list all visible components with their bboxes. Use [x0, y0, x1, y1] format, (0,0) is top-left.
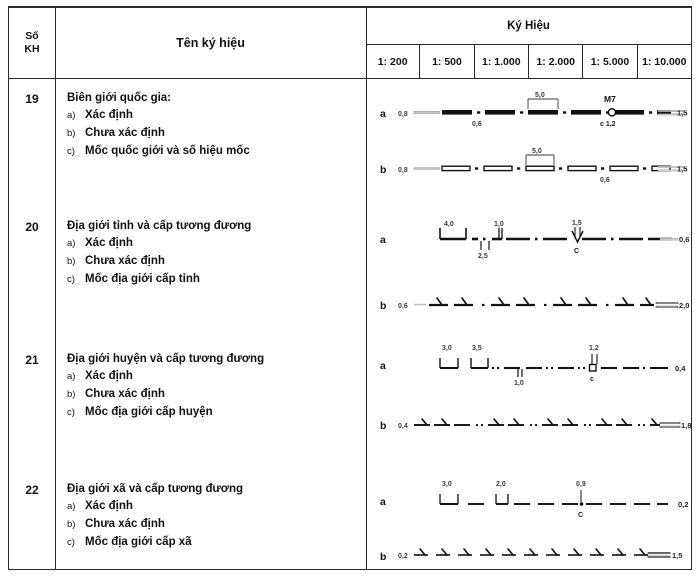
list-item	[67, 145, 366, 157]
symbol-drawing-20b	[396, 278, 692, 330]
marker-sub: C	[574, 248, 580, 255]
sub-label: Mốc địa giới cấp xã	[85, 536, 192, 548]
marker-sub: C	[578, 512, 584, 519]
measure-trail: 1,5	[677, 108, 688, 118]
symbol-variant-a	[366, 86, 691, 138]
measure-trail: 1,5	[677, 164, 688, 174]
symbol-drawing-19b	[396, 142, 692, 194]
symbol-variant-label: a	[380, 234, 386, 246]
row-kh-number: 20	[25, 220, 39, 234]
symbol-variant-a	[366, 474, 691, 526]
symbol-variant-b	[366, 398, 691, 450]
header-scale-1-10000: 1: 10.000	[642, 55, 687, 68]
measure-dot-size: 0,9	[576, 481, 586, 488]
header-scale-1-5000: 1: 5.000	[583, 45, 637, 78]
symbol-drawing-21a	[396, 338, 692, 390]
list-item	[67, 536, 366, 548]
measure-width: 0,6	[600, 177, 610, 184]
sub-mark: c)	[67, 407, 75, 418]
measure-lead: 0,6	[398, 303, 408, 310]
row-name-cell	[55, 353, 366, 424]
sub-label: Xác định	[85, 237, 133, 249]
measure-width: 0,6	[472, 121, 482, 128]
measure-trail: 1,8	[681, 421, 692, 430]
symbol-variant-label: a	[380, 108, 386, 120]
list-item	[67, 127, 366, 139]
symbol-drawing-21b	[396, 398, 692, 450]
header-scale-row	[366, 44, 691, 78]
header-scale-1-500: 1: 500	[420, 45, 474, 78]
symbol-variant-label: a	[380, 360, 386, 372]
measure-gap: 1,0	[494, 221, 504, 228]
measure-trail: 0,4	[675, 364, 686, 373]
measure-dot-gap: 2,5	[478, 253, 488, 260]
sub-label: Chưa xác định	[85, 388, 165, 400]
list-item	[67, 237, 366, 249]
symbol-drawing-22a	[396, 474, 692, 526]
symbol-variant-label: b	[380, 420, 387, 432]
measure-dash-length: 3,0	[442, 481, 452, 488]
symbol-variant-label: a	[380, 496, 386, 508]
row-name-cell	[55, 92, 366, 163]
sub-label: Xác định	[85, 109, 133, 121]
measure-lead: 0,8	[398, 111, 408, 118]
header-kh-line2: KH	[24, 43, 40, 55]
symbol-variant-b	[366, 278, 691, 330]
row-title: Biên giới quốc gia:	[67, 92, 172, 104]
symbol-variant-b	[366, 529, 691, 581]
symbol-variant-label: b	[380, 551, 387, 563]
measure-lead: 0,2	[398, 553, 408, 560]
sub-label: Chưa xác định	[85, 127, 165, 139]
symbol-variant-label: b	[380, 300, 387, 312]
sub-mark: a)	[67, 501, 76, 512]
sub-mark: b)	[67, 389, 76, 400]
marker-sub: c	[590, 376, 594, 383]
sub-mark: a)	[67, 238, 76, 249]
measure-dot-size: 1,0	[514, 380, 524, 387]
measure-span: 5,0	[532, 148, 542, 155]
measure-lead: 0,4	[398, 423, 408, 430]
sub-mark: a)	[67, 371, 76, 382]
list-item	[67, 109, 366, 121]
sub-mark: b)	[67, 519, 76, 530]
measure-dash-gap: 3,5	[472, 345, 482, 352]
symbol-drawing-20a	[396, 212, 692, 264]
row-title: Địa giới xã và cấp tương đương	[67, 483, 244, 495]
header-cell-kh	[9, 8, 55, 78]
row-sub-list	[67, 109, 366, 157]
marker-sub: c 1,2	[600, 121, 616, 128]
sub-label: Chưa xác định	[85, 255, 165, 267]
sub-mark: b)	[67, 128, 76, 139]
measure-lead: 0,8	[398, 167, 408, 174]
sub-mark: c)	[67, 274, 75, 285]
row-name-cell	[55, 483, 366, 554]
specification-table	[8, 6, 692, 570]
sub-mark: c)	[67, 537, 75, 548]
symbol-drawing-19a	[396, 86, 692, 138]
sub-label: Xác định	[85, 370, 133, 382]
row-title: Địa giới tỉnh và cấp tương đương	[67, 220, 252, 232]
row-title: Địa giới huyện và cấp tương đương	[67, 353, 265, 365]
sub-label: Mốc địa giới cấp tỉnh	[85, 273, 200, 285]
list-item	[67, 273, 366, 285]
symbol-variant-a	[366, 212, 691, 264]
sub-label: Xác định	[85, 500, 133, 512]
row-sub-list	[67, 500, 366, 548]
list-item	[67, 255, 366, 267]
header-kh-line1: Số	[25, 29, 39, 42]
row-kh-number: 22	[25, 483, 39, 497]
header-cell-symbol-title: Ký Hiệu	[507, 20, 550, 32]
measure-dash-length: 3,0	[442, 345, 452, 352]
header-scale-1-2000: 1: 2.000	[529, 45, 583, 78]
measure-dash-length: 4,0	[444, 221, 454, 228]
sub-label: Mốc quốc giới và số hiệu mốc	[85, 145, 250, 157]
marker-name: M7	[604, 94, 616, 104]
list-item	[67, 406, 366, 418]
symbol-variant-b	[366, 142, 691, 194]
list-item	[67, 500, 366, 512]
header-scale-1-200: 1: 200	[366, 45, 420, 78]
measure-trail: 0,6	[679, 235, 690, 244]
header-cell-name: Tên ký hiệu	[176, 36, 245, 50]
row-sub-list	[67, 370, 366, 418]
row-kh-number: 19	[25, 92, 39, 106]
list-item	[67, 518, 366, 530]
row-name-cell	[55, 220, 366, 291]
sub-mark: c)	[67, 146, 75, 157]
symbol-drawing-22b	[396, 529, 692, 581]
measure-span: 5,0	[535, 92, 545, 99]
measure-trail: 2,0	[679, 301, 690, 310]
measure-trail: 1,5	[672, 551, 683, 560]
header-scale-1-1000: 1: 1.000	[475, 45, 529, 78]
row-kh-number: 21	[25, 353, 39, 367]
measure-gap: 2,0	[496, 481, 506, 488]
sub-mark: b)	[67, 256, 76, 267]
sub-mark: a)	[67, 110, 76, 121]
list-item	[67, 370, 366, 382]
row-sub-list	[67, 237, 366, 285]
header-divider	[9, 78, 691, 79]
symbol-variant-label: b	[380, 164, 387, 176]
measure-marker-size: 1,5	[572, 220, 582, 227]
measure-trail: 0,2	[678, 500, 689, 509]
list-item	[67, 388, 366, 400]
measure-marker-size: 1,2	[589, 345, 599, 352]
sub-label: Chưa xác định	[85, 518, 165, 530]
sub-label: Mốc địa giới cấp huyện	[85, 406, 213, 418]
symbol-variant-a	[366, 338, 691, 390]
